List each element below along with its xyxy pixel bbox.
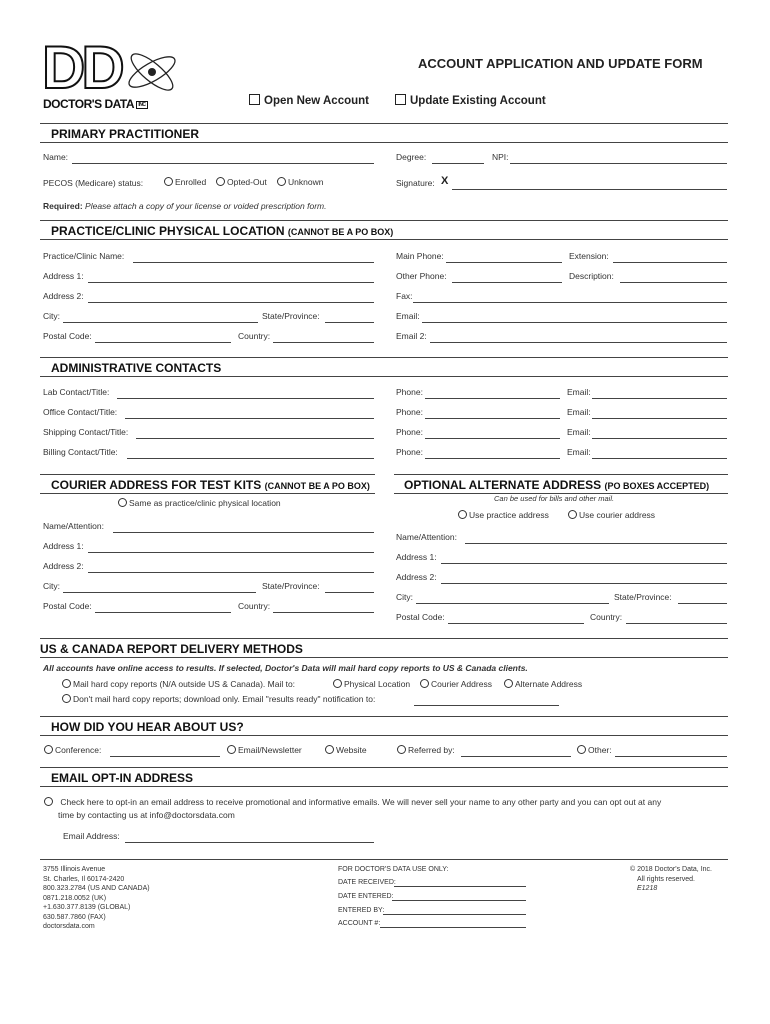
extension-field[interactable] xyxy=(613,262,727,263)
practice-address1-label: Address 1: xyxy=(43,271,84,281)
office-email-field[interactable] xyxy=(592,418,727,419)
footer-copyright xyxy=(630,865,712,894)
alternate-postal-field[interactable] xyxy=(448,623,584,624)
signature-mark: X xyxy=(441,175,449,187)
other-phone-field[interactable] xyxy=(452,282,562,283)
optin-line1: Check here to opt-in an email address to receive promotional and informative emails. We will never sell your name to any other party and you can opt out at any xyxy=(60,797,662,807)
courier-postal-field[interactable] xyxy=(95,612,231,613)
alternate-country-label: Country: xyxy=(590,612,623,622)
mail-alternate-option[interactable] xyxy=(504,679,582,689)
courier-top-rule xyxy=(40,474,375,475)
courier-city-field[interactable] xyxy=(63,592,256,593)
optin-heading-rule xyxy=(40,786,728,787)
mail-courier-radio[interactable] xyxy=(420,679,429,688)
degree-field[interactable] xyxy=(432,163,484,164)
office-contact-label: Office Contact/Title: xyxy=(43,407,118,417)
entered-by-field[interactable] xyxy=(383,914,526,915)
alternate-address2-field[interactable] xyxy=(441,583,727,584)
primary-heading-rule xyxy=(40,142,728,143)
lab-contact-field[interactable] xyxy=(117,398,374,399)
office-phone-label: Phone: xyxy=(396,407,423,417)
practice-top-rule xyxy=(40,220,728,221)
pecos-optedout-label: Opted-Out xyxy=(227,177,267,187)
main-phone-field[interactable] xyxy=(446,262,562,263)
office-use-heading: FOR DOCTOR'S DATA USE ONLY: xyxy=(338,866,449,873)
practice-heading-rule xyxy=(40,239,728,240)
courier-city-label: City: xyxy=(43,581,60,591)
dont-mail-label: Don't mail hard copy reports; download only. Email "results ready" notification to: xyxy=(73,694,376,704)
shipping-contact-field[interactable] xyxy=(136,438,374,439)
courier-name-label: Name/Attention: xyxy=(43,521,104,531)
practice-city-field[interactable] xyxy=(63,322,258,323)
practice-address1-field[interactable] xyxy=(88,282,374,283)
pecos-unknown-label: Unknown xyxy=(288,177,324,187)
mail-hard-copy-radio[interactable] xyxy=(62,679,71,688)
pecos-optedout-radio[interactable] xyxy=(216,177,225,186)
courier-address2-label: Address 2: xyxy=(43,561,84,571)
practice-heading-note: (CANNOT BE A PO BOX) xyxy=(287,227,394,237)
lab-email-label: Email: xyxy=(567,387,591,397)
lab-phone-label: Phone: xyxy=(396,387,423,397)
required-note xyxy=(43,201,326,211)
use-practice-option[interactable] xyxy=(458,510,549,520)
form-title: ACCOUNT APPLICATION AND UPDATE FORM xyxy=(418,56,703,71)
practice-email2-label: Email 2: xyxy=(396,331,427,341)
date-received-field[interactable] xyxy=(394,886,526,887)
pecos-optedout-option[interactable] xyxy=(216,177,267,187)
hear-other-option[interactable] xyxy=(577,745,612,755)
fax-field[interactable] xyxy=(413,302,727,303)
courier-state-label: State/Province: xyxy=(262,581,320,591)
optin-email-label: Email Address: xyxy=(63,831,120,841)
account-number-field[interactable] xyxy=(380,927,526,928)
optin-line2: time by contacting us at info@doctorsdata.com xyxy=(58,810,235,820)
alternate-heading-text: OPTIONAL ALTERNATE ADDRESS xyxy=(404,478,602,492)
hear-conference-radio[interactable] xyxy=(44,745,53,754)
hear-heading-rule xyxy=(40,735,728,736)
footer-rule xyxy=(40,859,728,860)
fax-label: Fax: xyxy=(396,291,413,301)
admin-heading: ADMINISTRATIVE CONTACTS xyxy=(51,361,222,375)
hear-conference-field[interactable] xyxy=(110,756,220,757)
hear-newsletter-label: Email/Newsletter xyxy=(238,745,302,755)
courier-name-field[interactable] xyxy=(113,532,374,533)
alternate-name-field[interactable] xyxy=(465,543,727,544)
header-rule xyxy=(40,123,728,124)
alternate-state-label: State/Province: xyxy=(614,592,672,602)
alternate-state-field[interactable] xyxy=(678,603,727,604)
practice-city-label: City: xyxy=(43,311,60,321)
entered-by-label: ENTERED BY: xyxy=(338,907,385,914)
signature-field[interactable] xyxy=(452,189,727,190)
hear-conference-option[interactable] xyxy=(44,745,101,755)
logo-letters: DD xyxy=(42,34,121,101)
dont-mail-radio[interactable] xyxy=(62,694,71,703)
update-existing-account-option[interactable] xyxy=(395,94,546,107)
alternate-address2-label: Address 2: xyxy=(396,572,437,582)
optin-heading: EMAIL OPT-IN ADDRESS xyxy=(51,771,194,785)
npi-field[interactable] xyxy=(510,163,727,164)
practice-email2-field[interactable] xyxy=(430,342,727,343)
optin-option[interactable] xyxy=(44,797,661,807)
npi-label: NPI: xyxy=(492,152,509,162)
mail-hard-copy-option[interactable] xyxy=(62,679,295,689)
mail-courier-option[interactable] xyxy=(420,679,492,689)
account-number-label: ACCOUNT #: xyxy=(338,920,381,927)
other-phone-label: Other Phone: xyxy=(396,271,447,281)
notification-email-field[interactable] xyxy=(414,705,559,706)
logo-name xyxy=(43,97,148,111)
hear-other-field[interactable] xyxy=(615,756,727,757)
practice-address2-field[interactable] xyxy=(88,302,374,303)
open-new-account-option[interactable] xyxy=(249,94,369,107)
pecos-enrolled-radio[interactable] xyxy=(164,177,173,186)
courier-address1-label: Address 1: xyxy=(43,541,84,551)
hear-website-option[interactable] xyxy=(325,745,367,755)
description-label: Description: xyxy=(569,271,614,281)
delivery-note: All accounts have online access to results. If selected, Doctor's Data will mail hard copy reports to US & Canada clients. xyxy=(43,663,528,673)
signature-label: Signature: xyxy=(396,178,435,188)
description-field[interactable] xyxy=(620,282,727,283)
courier-same-as-label: Same as practice/clinic physical location xyxy=(129,498,281,508)
office-contact-field[interactable] xyxy=(125,418,374,419)
billing-email-label: Email: xyxy=(567,447,591,457)
courier-address2-field[interactable] xyxy=(88,572,374,573)
footer-address-line: 3755 Illinois Avenue xyxy=(43,866,106,873)
footer-address-line: 0871.218.0052 (UK) xyxy=(43,894,107,902)
hear-other-radio[interactable] xyxy=(577,745,586,754)
required-label: Required: xyxy=(43,201,83,211)
practice-postal-field[interactable] xyxy=(95,342,231,343)
billing-email-field[interactable] xyxy=(592,458,727,459)
delivery-top-rule xyxy=(40,638,728,639)
alternate-top-rule xyxy=(394,474,728,475)
alternate-address1-field[interactable] xyxy=(441,563,727,564)
billing-contact-field[interactable] xyxy=(127,458,374,459)
required-text: Please attach a copy of your license or voided prescription form. xyxy=(85,201,327,211)
practice-heading-text: PRACTICE/CLINIC PHYSICAL LOCATION xyxy=(51,224,285,238)
hear-referred-option[interactable] xyxy=(397,745,455,755)
footer-address-line: doctorsdata.com xyxy=(43,923,95,930)
open-new-account-label: Open New Account xyxy=(264,95,369,107)
courier-address1-field[interactable] xyxy=(88,552,374,553)
hear-referred-field[interactable] xyxy=(461,756,571,757)
use-practice-label: Use practice address xyxy=(469,510,549,520)
alternate-country-field[interactable] xyxy=(626,623,727,624)
admin-top-rule xyxy=(40,357,728,358)
use-courier-option[interactable] xyxy=(568,510,655,520)
update-existing-account-checkbox[interactable] xyxy=(395,94,406,105)
courier-same-as-option[interactable] xyxy=(118,498,281,508)
mail-physical-option[interactable] xyxy=(333,679,410,689)
pecos-unknown-radio[interactable] xyxy=(277,177,286,186)
mail-hard-copy-label: Mail hard copy reports (N/A outside US & Canada). Mail to: xyxy=(73,679,296,689)
logo xyxy=(40,34,190,116)
hear-top-rule xyxy=(40,716,728,717)
date-entered-field[interactable] xyxy=(392,900,526,901)
pecos-enrolled-label: Enrolled xyxy=(175,177,207,187)
courier-heading-text: COURIER ADDRESS FOR TEST KITS xyxy=(51,478,262,492)
alternate-city-field[interactable] xyxy=(416,603,609,604)
primary-practitioner-heading: PRIMARY PRACTITIONER xyxy=(51,127,200,141)
lab-contact-label: Lab Contact/Title: xyxy=(43,387,110,397)
lab-phone-field[interactable] xyxy=(425,398,560,399)
billing-phone-label: Phone: xyxy=(396,447,423,457)
billing-phone-field[interactable] xyxy=(425,458,560,459)
footer-address-line: +1.630.377.8139 (GLOBAL) xyxy=(43,904,131,911)
courier-postal-label: Postal Code: xyxy=(43,601,92,611)
courier-country-field[interactable] xyxy=(273,612,374,613)
office-email-label: Email: xyxy=(567,407,591,417)
practice-name-label: Practice/Clinic Name: xyxy=(43,251,125,261)
courier-heading-note: (CANNOT BE A PO BOX) xyxy=(264,481,370,491)
logo-name-text: DOCTOR'S DATA xyxy=(43,97,134,111)
hear-other-label: Other: xyxy=(588,745,612,755)
alternate-subtext: Can be used for bills and other mail. xyxy=(494,494,615,503)
hear-referred-radio[interactable] xyxy=(397,745,406,754)
name-label: Name: xyxy=(43,152,69,162)
use-practice-radio[interactable] xyxy=(458,510,467,519)
hear-heading: HOW DID YOU HEAR ABOUT US? xyxy=(51,720,244,734)
alternate-address1-label: Address 1: xyxy=(396,552,437,562)
courier-state-field[interactable] xyxy=(325,592,374,593)
shipping-contact-label: Shipping Contact/Title: xyxy=(43,427,129,437)
hear-referred-label: Referred by: xyxy=(408,745,455,755)
dont-mail-option[interactable] xyxy=(62,694,375,704)
form-code: E1218 xyxy=(637,885,658,892)
use-courier-radio[interactable] xyxy=(568,510,577,519)
rights-text: All rights reserved. xyxy=(637,875,695,883)
courier-same-as-radio[interactable] xyxy=(118,498,127,507)
mail-physical-radio[interactable] xyxy=(333,679,342,688)
practice-postal-label: Postal Code: xyxy=(43,331,92,341)
mail-physical-label: Physical Location xyxy=(344,679,411,689)
admin-heading-rule xyxy=(40,376,728,377)
extension-label: Extension: xyxy=(569,251,609,261)
alternate-name-label: Name/Attention: xyxy=(396,532,457,542)
practice-email-field[interactable] xyxy=(422,322,727,323)
billing-contact-label: Billing Contact/Title: xyxy=(43,447,118,457)
mail-courier-label: Courier Address xyxy=(431,679,492,689)
alternate-postal-label: Postal Code: xyxy=(396,612,445,622)
office-phone-field[interactable] xyxy=(425,418,560,419)
copyright-text: © 2018 Doctor's Data, Inc. xyxy=(630,866,712,873)
main-phone-label: Main Phone: xyxy=(396,251,444,261)
alternate-city-label: City: xyxy=(396,592,413,602)
footer-address-line: 800.323.2784 (US AND CANADA) xyxy=(43,885,150,892)
shipping-email-field[interactable] xyxy=(592,438,727,439)
open-new-account-checkbox[interactable] xyxy=(249,94,260,105)
courier-heading-rule xyxy=(40,493,375,494)
alternate-heading-note: (PO BOXES ACCEPTED) xyxy=(604,481,710,491)
courier-country-label: Country: xyxy=(238,601,271,611)
practice-state-field[interactable] xyxy=(325,322,374,323)
practice-name-field[interactable] xyxy=(133,262,374,263)
footer-address-line: St. Charles, Il 60174-2420 xyxy=(43,875,125,883)
practice-country-label: Country: xyxy=(238,331,271,341)
logo-inc: INC xyxy=(138,102,146,108)
pecos-enrolled-option[interactable] xyxy=(164,177,206,187)
shipping-phone-label: Phone: xyxy=(396,427,423,437)
alternate-heading xyxy=(404,478,709,492)
date-entered-label: DATE ENTERED: xyxy=(338,893,394,900)
footer-address-line: 630.587.7860 (FAX) xyxy=(43,913,106,921)
degree-label: Degree: xyxy=(396,152,427,162)
pecos-label: PECOS (Medicare) status: xyxy=(43,178,144,188)
delivery-heading: US & CANADA REPORT DELIVERY METHODS xyxy=(40,642,303,656)
name-field[interactable] xyxy=(72,163,374,164)
date-received-label: DATE RECEIVED: xyxy=(338,879,396,886)
optin-radio[interactable] xyxy=(44,797,53,806)
use-courier-label: Use courier address xyxy=(579,510,656,520)
mail-alternate-radio[interactable] xyxy=(504,679,513,688)
hear-newsletter-radio[interactable] xyxy=(227,745,236,754)
hear-website-label: Website xyxy=(336,745,367,755)
hear-website-radio[interactable] xyxy=(325,745,334,754)
practice-address2-label: Address 2: xyxy=(43,291,84,301)
courier-heading xyxy=(51,478,370,492)
practice-country-field[interactable] xyxy=(273,342,374,343)
update-existing-account-label: Update Existing Account xyxy=(410,95,546,107)
practice-heading xyxy=(51,224,393,238)
footer-address xyxy=(43,865,150,932)
pecos-unknown-option[interactable] xyxy=(277,177,323,187)
optin-top-rule xyxy=(40,767,728,768)
mail-alternate-label: Alternate Address xyxy=(515,679,583,689)
delivery-heading-rule xyxy=(40,657,728,658)
optin-email-field[interactable] xyxy=(125,842,374,843)
hear-newsletter-option[interactable] xyxy=(227,745,302,755)
shipping-email-label: Email: xyxy=(567,427,591,437)
hear-conference-label: Conference: xyxy=(55,745,102,755)
shipping-phone-field[interactable] xyxy=(425,438,560,439)
practice-email-label: Email: xyxy=(396,311,420,321)
practice-state-label: State/Province: xyxy=(262,311,320,321)
lab-email-field[interactable] xyxy=(592,398,727,399)
